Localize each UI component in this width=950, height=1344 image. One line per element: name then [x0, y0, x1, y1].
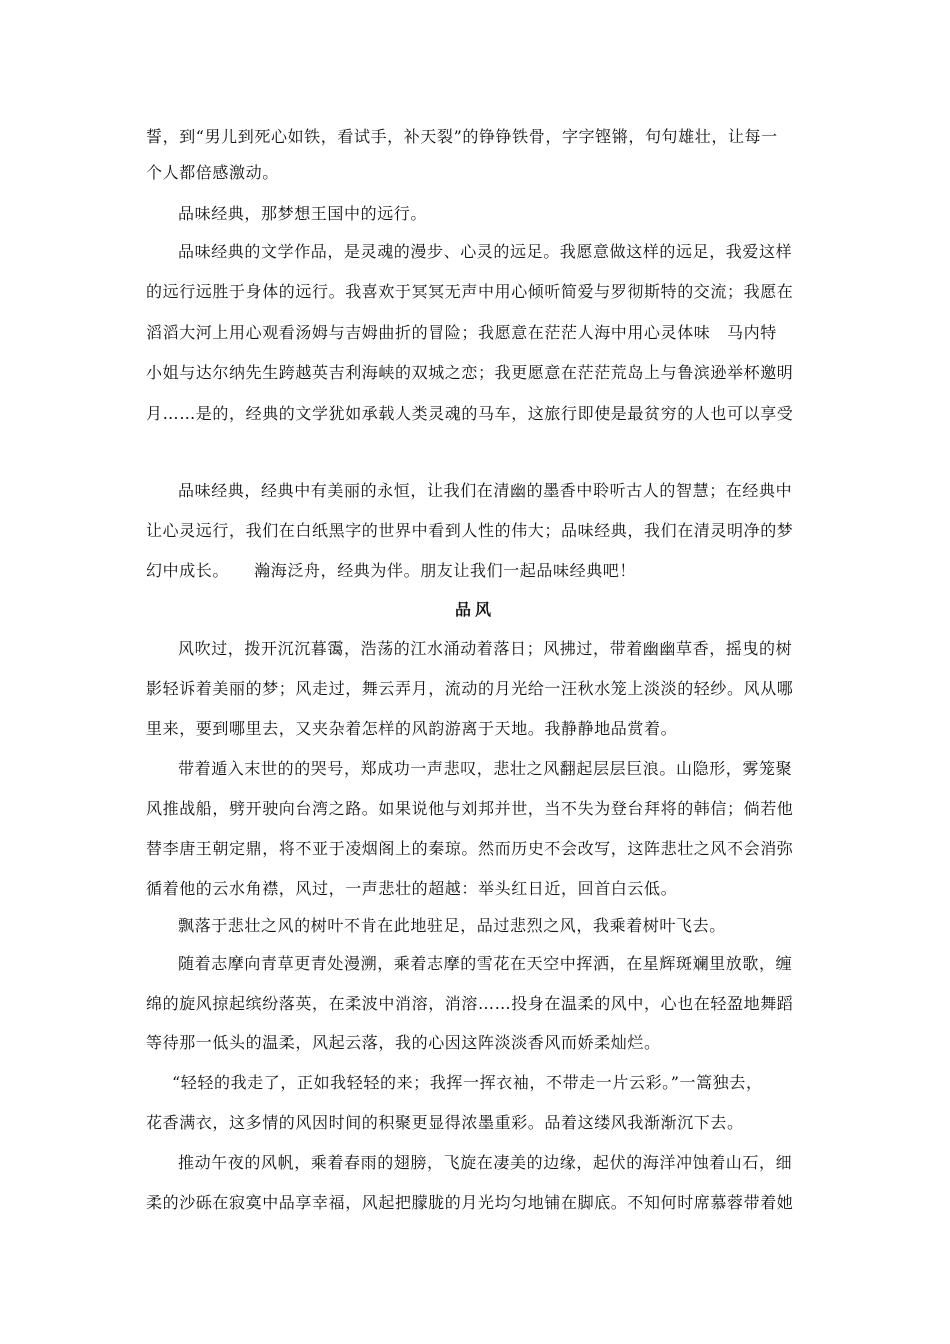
- paragraph-line: 风推战船，劈开驶向台湾之路。如果说他与刘邦并世，当不失为登台拜将的韩信；倘若他: [146, 799, 794, 818]
- paragraph-line: 的远行远胜于身体的远行。我喜欢于冥冥无声中用心倾听简爱与罗彻斯特的交流；我愿在: [146, 282, 794, 301]
- paragraph-line: 月……是的，经典的文学犹如承载人类灵魂的马车，这旅行即使是最贫穷的人也可以享受: [146, 404, 794, 423]
- paragraph-line: 带着遁入末世的的哭号，郑成功一声悲叹，悲壮之风翻起层层巨浪。山隐形，雾笼聚: [178, 759, 793, 778]
- paragraph-line: 里来，要到哪里去，又夹杂着怎样的风韵游离于天地。我静静地品赏着。: [146, 719, 678, 738]
- paragraph-line: 品味经典，经典中有美丽的永恒，让我们在清幽的墨香中聆听古人的智慧；在经典中: [178, 481, 793, 500]
- paragraph-line: 花香满衣，这多情的风因时间的积聚更显得浓墨重彩。品着这缕风我渐渐沉下去。: [146, 1113, 744, 1132]
- paragraph-line: 替李唐王朝定鼎，将不亚于凌烟阁上的秦琼。然而历史不会改写，这阵悲壮之风不会消弥: [146, 839, 794, 858]
- paragraph-line: “轻轻的我走了，正如我轻轻的来；我挥一挥衣袖，不带走一片云彩。”一篙独去，: [172, 1073, 763, 1092]
- paragraph-line: 誓，到“男儿到死心如铁，看试手，补天裂”的铮铮铁骨，字字铿锵，句句雄壮，让每一: [146, 127, 778, 146]
- paragraph-line: 让心灵远行，我们在白纸黑字的世界中看到人性的伟大；品味经典，我们在清灵明净的梦: [146, 521, 794, 540]
- paragraph-line: 幻中成长。 瀚海泛舟，经典为伴。朋友让我们一起品味经典吧！: [146, 561, 637, 580]
- paragraph-line: 绵的旋风掠起缤纷落英，在柔波中消溶，消溶……投身在温柔的风中，心也在轻盈地舞蹈: [146, 994, 794, 1013]
- section-title: 品风: [454, 600, 495, 619]
- paragraph-line: 飘落于悲壮之风的树叶不肯在此地驻足，品过悲烈之风，我乘着树叶飞去。: [178, 916, 726, 935]
- paragraph-line: 柔的沙砾在寂寞中品享幸福，风起把朦胧的月光均匀地铺在脚底。不知何时席慕蓉带着她: [146, 1193, 794, 1212]
- paragraph-line: 滔滔大河上用心观看汤姆与吉姆曲折的冒险；我愿意在茫茫人海中用心灵体味 马内特: [146, 323, 777, 342]
- paragraph-line: 品味经典的文学作品，是灵魂的漫步、心灵的远足。我愿意做这样的远足，我爱这样: [178, 242, 793, 261]
- paragraph-line: 品味经典，那梦想王国中的远行。: [178, 204, 428, 223]
- paragraph-line: 小姐与达尔纳先生跨越英吉利海峡的双城之恋；我更愿意在茫茫荒岛上与鲁滨逊举杯邀明: [146, 363, 794, 382]
- paragraph-line: 影轻诉着美丽的梦；风走过，舞云弄月，流动的月光给一汪秋水笼上淡淡的轻纱。风从哪: [146, 679, 794, 698]
- paragraph-line: 个人都倍感激动。: [146, 163, 279, 182]
- paragraph-line: 循着他的云水角襟，风过，一声悲壮的超越：举头红日近，回首白云低。: [146, 879, 678, 898]
- paragraph-line: 推动午夜的风帆，乘着春雨的翅膀，飞旋在凄美的边缘，起伏的海洋冲蚀着山石，细: [178, 1153, 793, 1172]
- paragraph-line: 等待那一低头的温柔，风起云落，我的心因这阵淡淡香风而娇柔灿烂。: [146, 1033, 661, 1052]
- paragraph-line: 随着志摩向青草更青处漫溯，乘着志摩的雪花在天空中挥洒，在星辉斑斓里放歌，缠: [178, 954, 793, 973]
- paragraph-line: 风吹过，拨开沉沉暮霭，浩荡的江水涌动着落日；风拂过，带着幽幽草香，摇曳的树: [178, 639, 793, 658]
